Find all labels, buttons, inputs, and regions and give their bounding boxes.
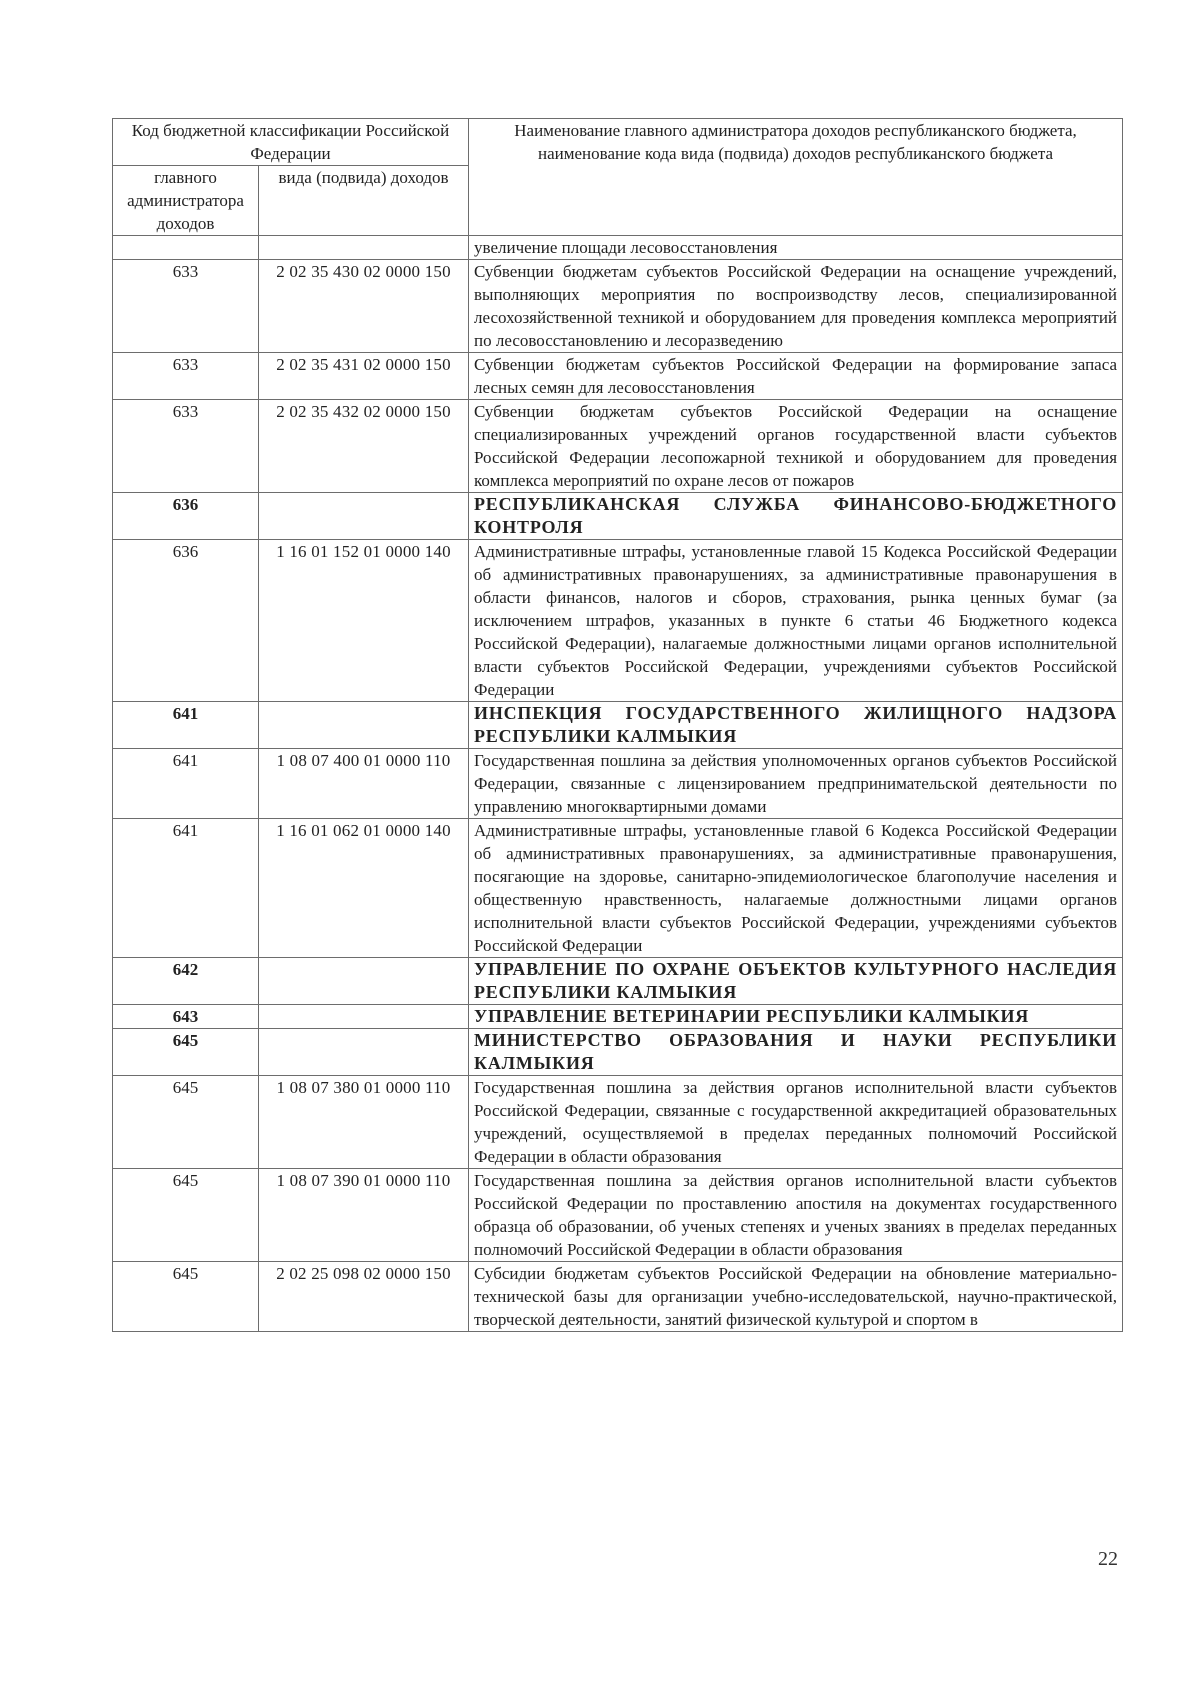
admin-code-cell: 645 <box>113 1262 259 1332</box>
income-code-cell: 2 02 25 098 02 0000 150 <box>259 1262 469 1332</box>
income-code-cell <box>259 702 469 749</box>
continuation-text: увеличение площади лесовосстановления <box>469 236 1123 260</box>
section-header-row <box>113 958 1123 1005</box>
admin-code-cell: 636 <box>113 540 259 702</box>
table-row <box>113 353 1123 400</box>
admin-code-cell: 645 <box>113 1169 259 1262</box>
table-cell-code <box>259 236 469 260</box>
table-row <box>113 1169 1123 1262</box>
admin-code-cell: 633 <box>113 260 259 353</box>
income-code-cell: 1 16 01 062 01 0000 140 <box>259 819 469 958</box>
admin-code-cell: 641 <box>113 702 259 749</box>
admin-code-cell: 642 <box>113 958 259 1005</box>
income-code-cell: 1 16 01 152 01 0000 140 <box>259 540 469 702</box>
administrator-name-cell: МИНИСТЕРСТВО ОБРАЗОВАНИЯ И НАУКИ РЕСПУБЛИКИ КАЛМЫКИЯ <box>469 1029 1123 1076</box>
income-name-cell: Государственная пошлина за действия органов исполнительной власти субъектов Российской Федерации, связанные с государственной аккредитацией образовательных учреждений, осуществляемой в пределах переданных полномочий Российской Федерации в области образования <box>469 1076 1123 1169</box>
income-name-cell: Административные штрафы, установленные главой 6 Кодекса Российской Федерации об административных правонарушениях, за административные правонарушения, посягающие на здоровье, санитарно-эпидемиологическое благополучие населения и общественную нравственность, налагаемые должностными лицами органов исполнительной власти субъектов Российской Федерации, учреждениями субъектов Российской Федерации <box>469 819 1123 958</box>
admin-code-cell: 643 <box>113 1005 259 1029</box>
table-header <box>113 119 1123 236</box>
admin-code-cell: 641 <box>113 819 259 958</box>
header-name-column: Наименование главного администратора доходов республиканского бюджета, наименование кода вида (подвида) доходов республиканского бюджета <box>469 119 1123 236</box>
income-name-cell: Административные штрафы, установленные главой 15 Кодекса Российской Федерации об административных правонарушениях, за административные правонарушения в области финансов, налогов и сборов, страхования, рынка ценных бумаг (за исключением штрафов, указанных в пункте 6 статьи 46 Бюджетного кодекса Российской Федерации), налагаемые должностными лицами органов исполнительной власти субъектов Российской Федерации, учреждениями субъектов Российской Федерации <box>469 540 1123 702</box>
continuation-row <box>113 236 1123 260</box>
income-code-cell <box>259 1005 469 1029</box>
income-code-cell <box>259 493 469 540</box>
budget-classification-table <box>112 118 1123 1332</box>
administrator-name-cell: РЕСПУБЛИКАНСКАЯ СЛУЖБА ФИНАНСОВО-БЮДЖЕТНОГО КОНТРОЛЯ <box>469 493 1123 540</box>
administrator-name-cell: УПРАВЛЕНИЕ ПО ОХРАНЕ ОБЪЕКТОВ КУЛЬТУРНОГО НАСЛЕДИЯ РЕСПУБЛИКИ КАЛМЫКИЯ <box>469 958 1123 1005</box>
header-group-label: Код бюджетной классификации Российской Федерации <box>113 119 469 166</box>
income-code-cell <box>259 958 469 1005</box>
income-code-cell: 1 08 07 380 01 0000 110 <box>259 1076 469 1169</box>
table-row <box>113 400 1123 493</box>
table-row <box>113 260 1123 353</box>
income-code-cell: 2 02 35 431 02 0000 150 <box>259 353 469 400</box>
table-row <box>113 819 1123 958</box>
income-code-cell: 2 02 35 430 02 0000 150 <box>259 260 469 353</box>
income-name-cell: Субсидии бюджетам субъектов Российской Федерации на обновление материально-технической базы для организации учебно-исследовательской, научно-практической, творческой деятельности, занятий физической культурой и спортом в <box>469 1262 1123 1332</box>
income-code-cell: 2 02 35 432 02 0000 150 <box>259 400 469 493</box>
section-header-row <box>113 1005 1123 1029</box>
admin-code-cell: 633 <box>113 353 259 400</box>
table-body <box>113 236 1123 1332</box>
income-code-cell: 1 08 07 400 01 0000 110 <box>259 749 469 819</box>
admin-code-cell: 645 <box>113 1029 259 1076</box>
header-code-column: вида (подвида) доходов <box>259 166 469 236</box>
income-name-cell: Субвенции бюджетам субъектов Российской Федерации на формирование запаса лесных семян для лесовосстановления <box>469 353 1123 400</box>
header-admin-column: главного администратора доходов <box>113 166 259 236</box>
table-row <box>113 540 1123 702</box>
section-header-row <box>113 702 1123 749</box>
admin-code-cell: 633 <box>113 400 259 493</box>
page-number: 22 <box>1098 1548 1118 1570</box>
table-cell-admin <box>113 236 259 260</box>
income-name-cell: Субвенции бюджетам субъектов Российской Федерации на оснащение специализированных учреждений органов государственной власти субъектов Российской Федерации лесопожарной техникой и оборудованием для проведения комплекса мероприятий по охране лесов от пожаров <box>469 400 1123 493</box>
table-row <box>113 749 1123 819</box>
table-row <box>113 1076 1123 1169</box>
income-name-cell: Субвенции бюджетам субъектов Российской Федерации на оснащение учреждений, выполняющих мероприятия по воспроизводству лесов, специализированной лесохозяйственной техникой и оборудованием для проведения комплекса мероприятий по лесовосстановлению и лесоразведению <box>469 260 1123 353</box>
income-name-cell: Государственная пошлина за действия органов исполнительной власти субъектов Российской Федерации по проставлению апостиля на документах государственного образца об образовании, об ученых степенях и ученых званиях в пределах переданных полномочий Российской Федерации в области образования <box>469 1169 1123 1262</box>
admin-code-cell: 641 <box>113 749 259 819</box>
income-code-cell: 1 08 07 390 01 0000 110 <box>259 1169 469 1262</box>
income-name-cell: Государственная пошлина за действия уполномоченных органов субъектов Российской Федерации, связанные с лицензированием предпринимательской деятельности по управлению многоквартирными домами <box>469 749 1123 819</box>
administrator-name-cell: ИНСПЕКЦИЯ ГОСУДАРСТВЕННОГО ЖИЛИЩНОГО НАДЗОРА РЕСПУБЛИКИ КАЛМЫКИЯ <box>469 702 1123 749</box>
income-code-cell <box>259 1029 469 1076</box>
section-header-row <box>113 1029 1123 1076</box>
administrator-name-cell: УПРАВЛЕНИЕ ВЕТЕРИНАРИИ РЕСПУБЛИКИ КАЛМЫКИЯ <box>469 1005 1123 1029</box>
admin-code-cell: 636 <box>113 493 259 540</box>
section-header-row <box>113 493 1123 540</box>
admin-code-cell: 645 <box>113 1076 259 1169</box>
table-row <box>113 1262 1123 1332</box>
